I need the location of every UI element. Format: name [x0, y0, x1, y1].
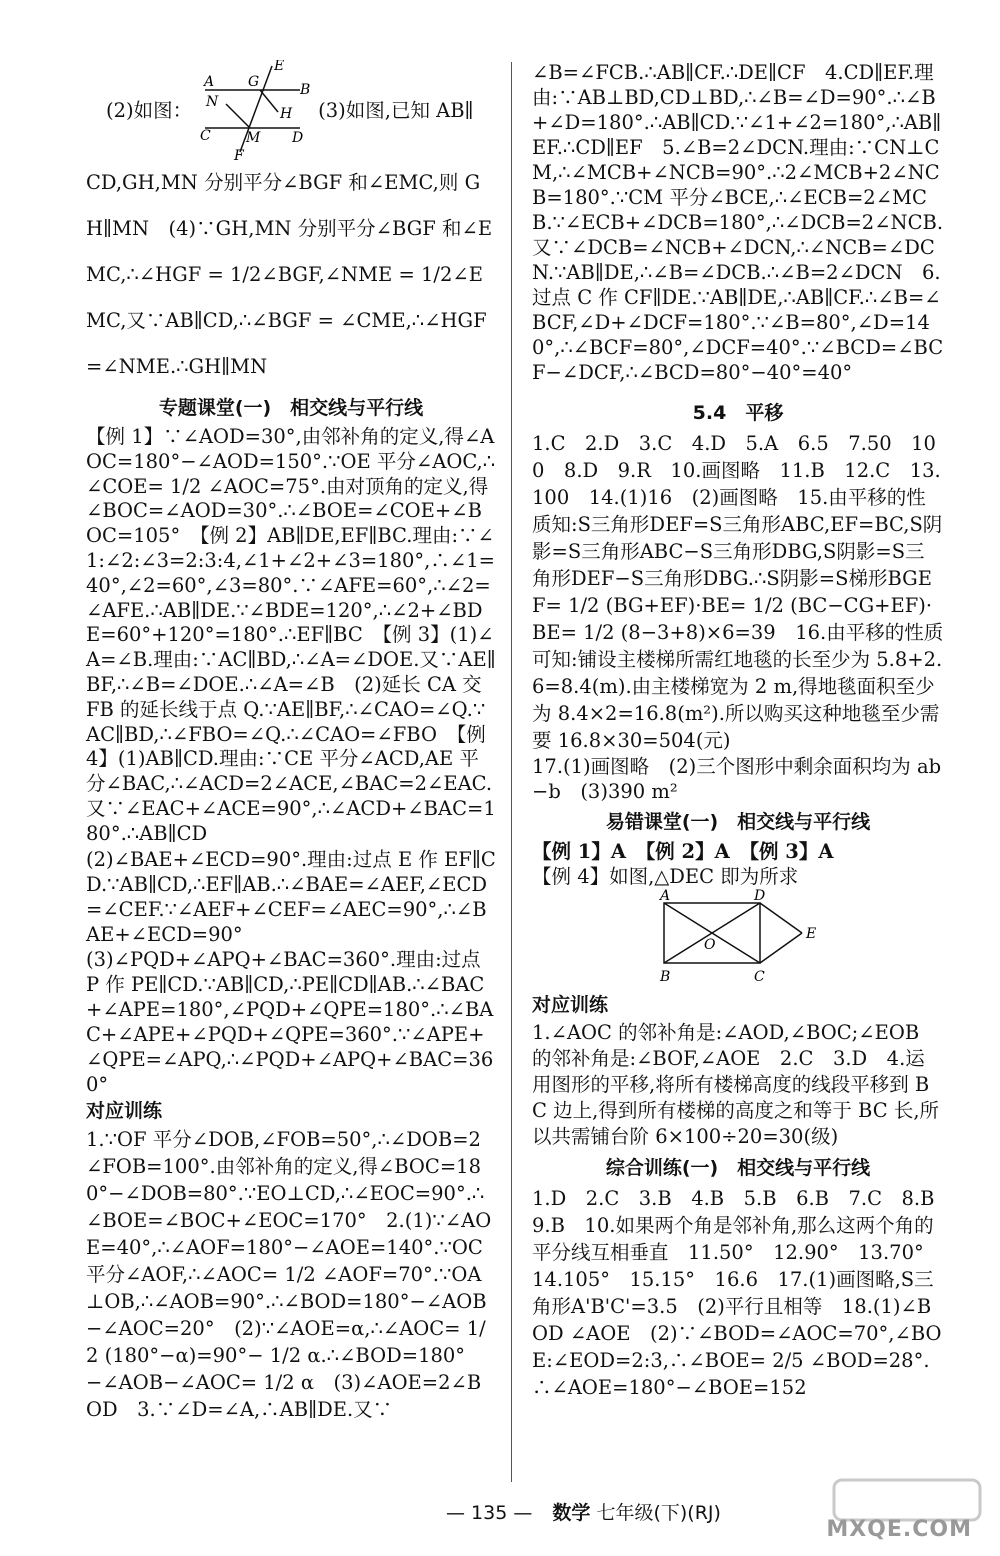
- subheading-training-right: 对应训练: [532, 994, 609, 1016]
- label-C: C: [200, 128, 211, 144]
- label-B: B: [300, 82, 311, 98]
- label-A2: A: [660, 889, 671, 904]
- figure-parallel-lines: [200, 60, 310, 160]
- watermark-text: MXQE.COM: [826, 1517, 972, 1542]
- label-F: F: [234, 148, 244, 160]
- label-O2: O: [704, 937, 716, 953]
- column-divider: [511, 62, 512, 1482]
- section-heading-yicuo: 易错课堂(一) 相交线与平行线: [605, 811, 871, 833]
- answer-paragraph-2: 【例 1】∵∠AOD=30°,由邻补角的定义,得∠AOC=180°−∠AOD=150°.∵OE 平分∠AOC,∴∠COE= 1/2 ∠AOC=75°.由对顶角的定义,得∠BOC=∠AOD=30°.∴∠BOE=∠COE+∠BOC=105° 【例 2】AB∥DE,EF∥BC.理由:∵∠1:∠2:∠3=2:3:4,∠1+∠2+∠3=180°,∴∠1=40°,∠2=60°,∠3=80°.∵∠AFE=60°,∴∠2=∠AFE.∴AB∥DE.∵∠BDE=120°,∴∠2+∠BDE=60°+120°=180°.∴EF∥BC 【例 3】(1)∠A=∠B.理由:∵AC∥BD,∴∠A=∠DOE.又∵AE∥BF,∴∠B=∠DOE.∴∠A=∠B (2)延长 CA 交 FB 的延长线于点 Q.∵AE∥BF,∴∠CAO=∠Q.∵AC∥BD,∴∠FBO=∠Q.∴∠CAO=∠FBO 【例 4】(1)AB∥CD.理由:∵CE 平分∠ACD,AE 平分∠BAC,∴∠ACD=2∠ACE,∠BAC=2∠EAC.又∵∠EAC+∠ACE=90°,∴∠ACD+∠BAC=180°.∴AB∥CD: [86, 425, 496, 845]
- section-heading-pingyi: 5.4 平移: [692, 402, 784, 424]
- intro-label: (2)如图：: [106, 98, 193, 122]
- section-heading-zonghe: 综合训练(一) 相交线与平行线: [605, 1157, 871, 1179]
- footer-grade: 七年级(下)(RJ): [596, 1502, 721, 1524]
- answer-paragraph-r7: 1.D 2.C 3.B 4.B 5.B 6.B 7.C 8.B 9.B 10.如果两个角是邻补角,那么这两个角的平分线互相垂直 11.50° 12.90° 13.70° 14.105° 15.15° 16.6 17.(1)画图略,S三角形A'B'C'=3.5 (2)平行且相等 18.(1)∠BOD ∠AOE (2)∵∠BOD=∠AOC=70°,∠BOE:∠EOD=2:3,∴∠BOE= 2/5 ∠BOD=28°.∴∠AOE=180°−∠BOE=152: [532, 1187, 954, 1399]
- label-G: G: [248, 74, 260, 90]
- answer-paragraph-r5: 【例 4】如图,△DEC 即为所求: [532, 865, 799, 888]
- label-M: M: [246, 130, 261, 146]
- label-D2: D: [754, 889, 766, 904]
- answer-paragraph-r6: 1.∠AOC 的邻补角是:∠AOD,∠BOC;∠EOB 的邻补角是:∠BOF,∠AOE 2.C 3.D 4.运用图形的平移,将所有楼梯高度的线段平移到 BC 边上,得到所有楼梯的高度之和等于 BC 长,所以共需铺台阶 6×100÷20=30(级): [532, 1021, 940, 1148]
- answer-paragraph-1: CD,GH,MN 分别平分∠BGF 和∠EMC,则 GH∥MN (4)∵GH,MN 分别平分∠BGF 和∠EMC,∴∠HGF = 1/2∠BGF,∠NME = 1/2∠EMC,又∵AB∥CD,∴∠BGF = ∠CME,∴∠HGF=∠NME.∴GH∥MN: [86, 171, 493, 378]
- intro-text-3: (3)如图,已知 AB∥: [318, 98, 474, 122]
- answer-paragraph-r1: ∠B=∠FCB.∴AB∥CF.∴DE∥CF 4.CD∥EF.理由:∵AB⊥BD,CD⊥BD,∴∠B=∠D=90°.∴∠B+∠D=180°.∴AB∥CD.∵∠1+∠2=180°,∴AB∥EF.∴CD∥EF 5.∠B=2∠DCN.理由:∵CN⊥CM,∴∠MCB+∠NCB=90°.∴2∠MCB+2∠NCB=180°.∵CM 平分∠BCE,∴∠ECB=2∠MCB.∵∠ECB+∠DCB=180°,∴∠DCB=2∠NCB.又∵∠DCB=∠NCB+∠DCN,∴∠NCB=∠DCN.∵AB∥DE,∴∠B=∠DCB.∴∠B=2∠DCN 6.过点 C 作 CF∥DE.∵AB∥DE,∴AB∥CF.∴∠B=∠BCF,∠D+∠DCF=180°.∵∠B=80°,∠D=140°,∴∠BCF=80°,∠DCF=40°.∵∠BCD=∠BCF−∠DCF,∴∠BCD=80°−40°=40°: [532, 61, 944, 384]
- answer-paragraph-r2: 1.C 2.D 3.C 4.D 5.A 6.5 7.50 100 8.D 9.R 10.画图略 11.B 12.C 13.100 14.(1)16 (2)画图略 15.由平移的性质知:S三角形DEF=S三角形ABC,EF=BC,S阴影=S三角形ABC−S三角形DBG,S阴影=S三角形DEF−S三角形DBG.∴S阴影=S梯形BGEF= 1/2 (BG+EF)·BE= 1/2 (BC−CG+EF)·BE= 1/2 (8−3+8)×6=39 16.由平移的性质可知:铺设主楼梯所需红地毯的长至少为 5.8+2.6=8.4(m).由主楼梯宽为 2 m,得地毯面积至少为 8.4×2=16.8(m²).所以购买这种地毯至少需要 16.8×30=504(元): [532, 432, 944, 752]
- answer-paragraph-5: 1.∵OF 平分∠DOB,∠FOB=50°,∴∠DOB=2∠FOB=100°.由邻补角的定义,得∠BOC=180°−∠DOB=80°.∵EO⊥CD,∴∠EOC=90°.∴∠BOE=∠BOC+∠EOC=170° 2.(1)∵∠AOE=40°,∴∠AOF=180°−∠AOE=140°.∵OC 平分∠AOF,∴∠AOC= 1/2 ∠AOF=70°.∵OA⊥OB,∴∠AOB=90°.∴∠BOD=180°−∠AOB−∠AOC=20° (2)∵∠AOE=α,∴∠AOC= 1/2 (180°−α)=90°− 1/2 α.∴∠BOD=180°−∠AOB−∠AOC= 1/2 α (3)∠AOE=2∠BOD 3.∵∠D=∠A,∴AB∥DE.又∵: [86, 1127, 492, 1421]
- answer-paragraph-4: (3)∠PQD+∠APQ+∠BAC=360°.理由:过点 P 作 PE∥CD.∵AB∥CD,∴PE∥CD∥AB.∴∠BAC+∠APE=180°,∠PQD+∠QPE=180°.∴∠BAC+∠APE+∠PQD+∠QPE=360°.∵∠APE+∠QPE=∠APQ,∴∠PQD+∠APQ+∠BAC=360°: [86, 947, 494, 1096]
- page-number: — 135 —: [446, 1502, 533, 1524]
- right-column: [532, 60, 954, 1401]
- label-A: A: [204, 74, 215, 90]
- figure-rectangle-translation: [642, 889, 842, 985]
- label-H: H: [280, 106, 293, 122]
- label-B2: B: [660, 969, 671, 985]
- section-heading-zhuanti: 专题课堂(一) 相交线与平行线: [158, 397, 424, 419]
- footer-subject: 数学: [552, 1502, 591, 1524]
- answer-paragraph-3: (2)∠BAE+∠ECD=90°.理由:过点 E 作 EF∥CD.∵AB∥CD,∴EF∥AB.∴∠BAE=∠AEF,∠ECD=∠CEF.∵∠AEF+∠CEF=∠AEC=90°,∴∠BAE+∠ECD=90°: [86, 847, 496, 946]
- left-column: [86, 60, 496, 1423]
- figure-row-1: [86, 60, 496, 160]
- label-E2: E: [806, 926, 817, 942]
- subheading-training: 对应训练: [86, 1099, 163, 1122]
- label-C2: C: [754, 969, 765, 985]
- label-D: D: [292, 130, 304, 146]
- label-N: N: [206, 94, 219, 110]
- answer-paragraph-r3: 17.(1)画图略 (2)三个图形中剩余面积均为 ab−b (3)390 m²: [532, 755, 942, 803]
- page-footer: [446, 1498, 721, 1525]
- answer-paragraph-r4: 【例 1】A 【例 2】A 【例 3】A: [532, 840, 834, 863]
- label-E: E: [274, 60, 285, 74]
